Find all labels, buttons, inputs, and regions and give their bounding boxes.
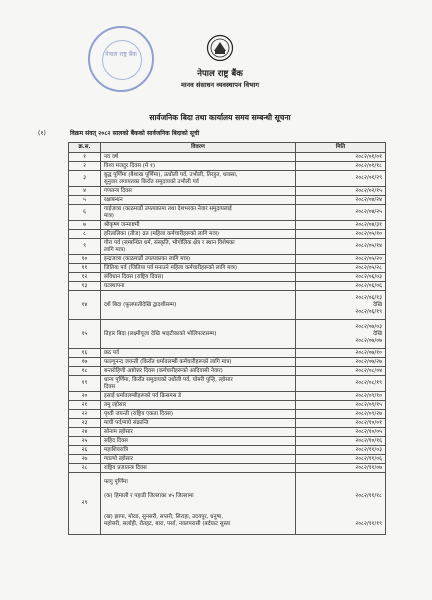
row-serial-cell: २८ <box>69 464 101 473</box>
table-row <box>69 153 386 162</box>
row-description-cell: गाईजात्रा (काठमाडौं उपत्यकामा तथा देशभरका नेवार समुदायलाई मात्र) <box>101 205 296 221</box>
row-serial-cell: २९ <box>69 473 101 535</box>
bank-logo-icon <box>206 34 234 62</box>
row-description-cell: घटस्थापना <box>101 282 296 291</box>
row-serial-cell: १८ <box>69 367 101 376</box>
row-serial-cell: १५ <box>69 320 101 349</box>
table-row <box>69 273 386 282</box>
row-description-cell: श्रीकृष्ण जन्माष्टमी <box>101 221 296 230</box>
row-date-cell: २०८२/०५/१० <box>296 230 386 239</box>
table-row <box>69 392 386 401</box>
row-serial-cell: २० <box>69 392 101 401</box>
table-row <box>69 291 386 320</box>
table-row <box>69 464 386 473</box>
table-row <box>69 171 386 187</box>
section-title: विक्रम संवत् २०८२ सालको बैंकको सार्वजनिक बिदाको सूची <box>70 130 200 137</box>
row-date-cell: २०८२/०५/२८ <box>296 264 386 273</box>
table-row <box>69 320 386 349</box>
row-description-cell: बुद्ध पूर्णिमा (बैशाख पूर्णिमा), ऊधौली पर्व, उभौली, तिरहुत, धाक्सा, सुनुवार लगायतका किराँत समुदायको उभौली पर्व <box>101 171 296 187</box>
row-date-cell: २०८२/०९/२७ <box>296 410 386 419</box>
row-description-cell: राष्ट्रिय प्रजातन्त्र दिवस <box>101 464 296 473</box>
table-row <box>69 367 386 376</box>
holiday-table <box>68 142 386 535</box>
row-description-cell: पृथ्वी जयन्ती (राष्ट्रिय एकता दिवस) <box>101 410 296 419</box>
row-serial-cell: २५ <box>69 437 101 446</box>
row-serial-cell: ८ <box>69 230 101 239</box>
row-date-cell: २०८२/०८/०४ <box>296 367 386 376</box>
row-serial-cell: २३ <box>69 419 101 428</box>
row-date-cell: २०८२/०९/१० <box>296 392 386 401</box>
row-date-cell: २०८२/०७/२७ <box>296 358 386 367</box>
row-serial-cell: १४ <box>69 291 101 320</box>
row-date-cell: २०८२/०६/०६ <box>296 282 386 291</box>
row-serial-cell: ३ <box>69 171 101 187</box>
stamp-text: नेपाल राष्ट्र बैंक <box>105 51 137 58</box>
table-row <box>69 455 386 464</box>
row-serial-cell: ५ <box>69 196 101 205</box>
row-date-cell: २०८२/११/०७ <box>296 464 386 473</box>
table-row <box>69 282 386 291</box>
row-serial-cell: ४ <box>69 187 101 196</box>
row-serial-cell: २२ <box>69 410 101 419</box>
row-date-cell: २०८२/१०/०१ <box>296 419 386 428</box>
row-serial-cell: २ <box>69 162 101 171</box>
official-stamp <box>88 26 154 92</box>
row-description-cell: ग्याल्पो ल्होसार <box>101 455 296 464</box>
row-description-cell: धान्य पूर्णिमा, किराँत समुदायको उधौली पर्व, योमरी पुन्हि, ल्होसार दिवस <box>101 376 296 392</box>
row-description-cell: फागु पूर्णिमा (क) हिमाली र पहाडी जिल्लाका ४५ जिल्लामा (ख) झापा, मोरङ, सुनसरी, सप्तरी, सिराहा, उदयपुर, धनुषा, महोत्तरी, सर्लाही, रौतहट, बारा, पर्सा, नवलपरासी (बर्दघाट सुस्ता <box>101 473 296 535</box>
row-description-cell: रक्षाबन्धन <box>101 196 296 205</box>
row-date-cell: २०८२/११/०३ <box>296 446 386 455</box>
row-date-cell: २०८२/०२/१५ <box>296 187 386 196</box>
row-date-cell: २०८२/०१/१८ <box>296 162 386 171</box>
table-row <box>69 255 386 264</box>
row-description-cell: गौरा पर्व (सम्बन्धित धर्म, संस्कृति, भौगोलिक क्षेत्र र स्थान विशेषका लागि मात्र) <box>101 239 296 255</box>
row-serial-cell: १७ <box>69 358 101 367</box>
table-row <box>69 428 386 437</box>
row-serial-cell: ६ <box>69 205 101 221</box>
table-row <box>69 376 386 392</box>
row-description-cell: गणतन्त्र दिवस <box>101 187 296 196</box>
row-serial-cell: १३ <box>69 282 101 291</box>
table-header-row <box>69 143 386 153</box>
row-description-cell: इसाई धर्मावलम्बीहरूको पर्व क्रिसमस डे <box>101 392 296 401</box>
row-date-cell: २०८२/०१/०१ <box>296 153 386 162</box>
row-date-cell: २०८२/१०/०५ <box>296 428 386 437</box>
table-row <box>69 419 386 428</box>
row-description-cell: हरितालिका (तीज) व्रत (महिला कर्मचारीहरूको लागि मात्र) <box>101 230 296 239</box>
row-date-cell: २०८२/०४/३१ <box>296 221 386 230</box>
row-description-cell: बन्तरोहिणी अष्टोत्तर दिवस (कर्मचारीहरूको आदिवासी नेवार) <box>101 367 296 376</box>
table-row <box>69 437 386 446</box>
section-number: (१) <box>38 130 46 137</box>
row-description-cell: सहिद दिवस <box>101 437 296 446</box>
row-description-cell: फाल्गुनन्द जयन्ती (किराँत धर्मावलम्बी कर्मचारीहरूको लागि मात्र) <box>101 358 296 367</box>
row-date-cell: २०८२/०७/१० <box>296 349 386 358</box>
table-row <box>69 196 386 205</box>
table-row <box>69 221 386 230</box>
row-serial-cell: १ <box>69 153 101 162</box>
row-date-cell: २०८२/०४/२४ <box>296 196 386 205</box>
row-date-cell: २०८२/०९/१५ <box>296 401 386 410</box>
row-description-cell: तिहार बिदा (लक्ष्मीपूजा देखि भाइटीकाको भोलिपल्टसम्म) <box>101 320 296 349</box>
row-date-cell: २०८२/१०/१६ <box>296 437 386 446</box>
table-row <box>69 230 386 239</box>
row-date-cell: २०८२/०६/१३ देखि २०८२/०६/१९ <box>296 291 386 320</box>
column-header-date: मिति <box>296 143 386 153</box>
row-description-cell: जितिया पर्व (जितिया पर्व मनाउने महिला कर्मचारीहरूको लागि मात्र) <box>101 264 296 273</box>
row-description-cell: विश्व मजदुर दिवस (मे १) <box>101 162 296 171</box>
column-header-serial: क्र.स. <box>69 143 101 153</box>
table-row <box>69 264 386 273</box>
row-serial-cell: २६ <box>69 446 101 455</box>
row-description-cell: सोनाम ल्होसार <box>101 428 296 437</box>
row-description-cell: माघी पर्व/माघे संक्रान्ति <box>101 419 296 428</box>
table-body <box>69 153 386 535</box>
table-row <box>69 401 386 410</box>
row-date-cell: २०८२/०६/०३ <box>296 273 386 282</box>
row-serial-cell: १९ <box>69 376 101 392</box>
table-row <box>69 358 386 367</box>
row-serial-cell: १२ <box>69 273 101 282</box>
row-date-cell: २०८२/११/०६ <box>296 455 386 464</box>
row-serial-cell: २१ <box>69 401 101 410</box>
row-date-cell: २०८२/११/१८ २०८२/११/१९ <box>296 473 386 535</box>
table-row <box>69 446 386 455</box>
row-description-cell: संविधान दिवस (राष्ट्रिय दिवस) <box>101 273 296 282</box>
row-date-cell: २०८२/०५/२० <box>296 255 386 264</box>
row-date-cell: २०८२/०१/२९ <box>296 171 386 187</box>
row-date-cell: २०८२/०५/१४ <box>296 239 386 255</box>
row-description-cell: महाशिवरात्रि <box>101 446 296 455</box>
table-row <box>69 473 386 535</box>
row-serial-cell: १० <box>69 255 101 264</box>
row-description-cell: इन्द्रजात्रा (काठमाडौं उपत्यकाका लागि मात्र) <box>101 255 296 264</box>
table-row <box>69 187 386 196</box>
row-date-cell: २०८२/०७/०३ देखि २०८२/०७/०७ <box>296 320 386 349</box>
row-serial-cell: ७ <box>69 221 101 230</box>
department-name: मानव संसाधन व्यवस्थापन विभाग <box>180 81 259 89</box>
row-serial-cell: १६ <box>69 349 101 358</box>
row-date-cell: २०८२/०८/१९ <box>296 376 386 392</box>
row-serial-cell: ११ <box>69 264 101 273</box>
table-row <box>69 239 386 255</box>
table-row <box>69 205 386 221</box>
row-date-cell: २०८२/०४/२५ <box>296 205 386 221</box>
column-header-description: विवरण <box>101 143 296 153</box>
row-description-cell: तमु ल्होसार <box>101 401 296 410</box>
row-description-cell: दशैं बिदा (फूलपातीदेखि द्वादशीसम्म) <box>101 291 296 320</box>
table-row <box>69 349 386 358</box>
row-serial-cell: २७ <box>69 455 101 464</box>
row-serial-cell: २४ <box>69 428 101 437</box>
table-row <box>69 162 386 171</box>
notice-title: सार्वजनिक बिदा तथा कार्यालय समय सम्बन्धी सूचना <box>149 113 291 122</box>
row-description-cell: नव वर्ष <box>101 153 296 162</box>
table-row <box>69 410 386 419</box>
bank-name: नेपाल राष्ट्र बैंक <box>197 69 243 79</box>
row-serial-cell: ९ <box>69 239 101 255</box>
row-description-cell: छठ पर्व <box>101 349 296 358</box>
